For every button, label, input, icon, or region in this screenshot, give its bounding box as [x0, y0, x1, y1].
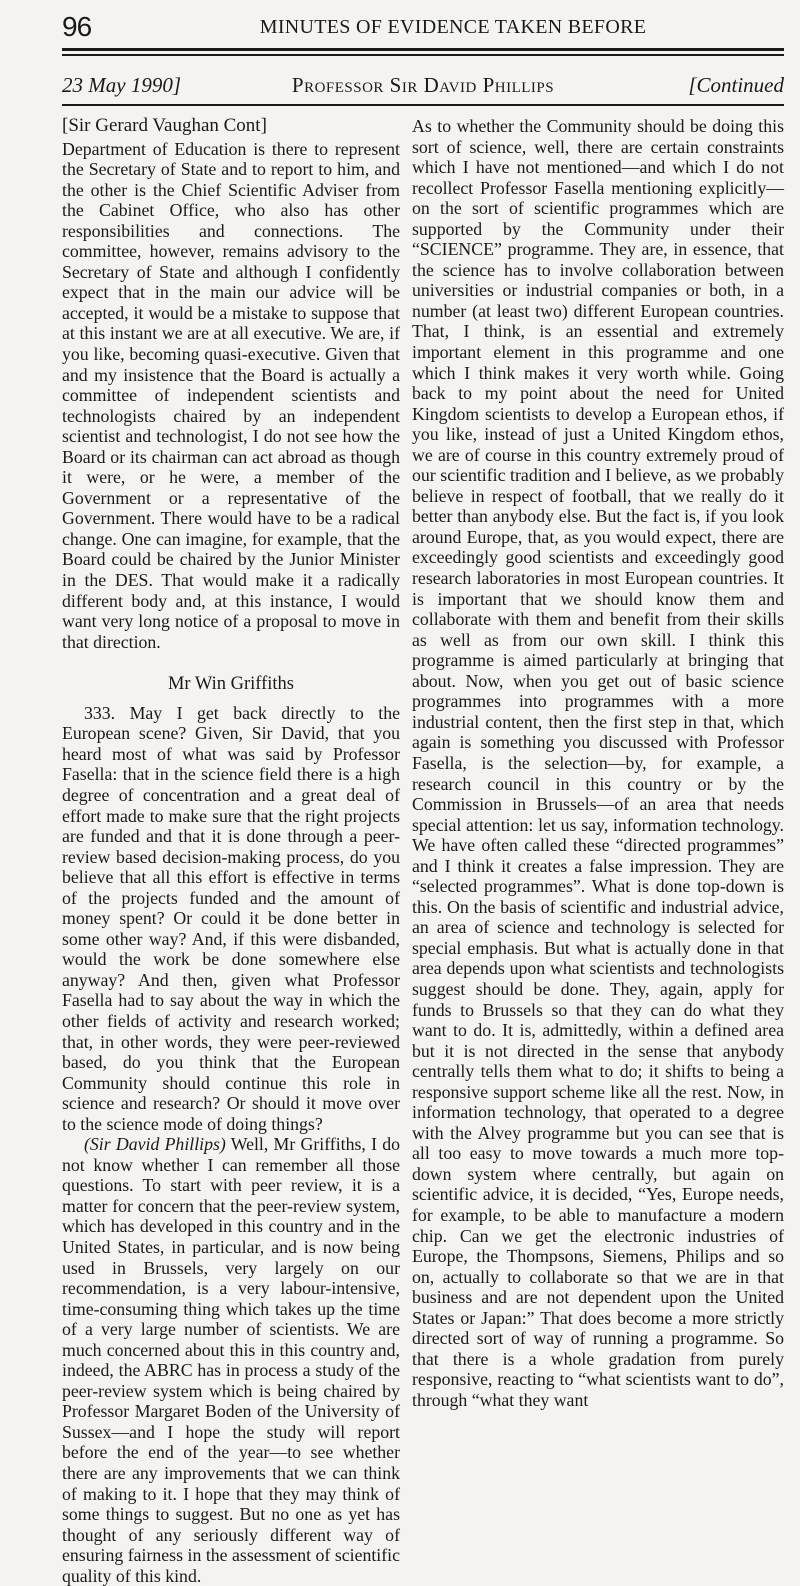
session-rule [62, 104, 784, 106]
continued-label: [Continued [688, 73, 784, 97]
header-rule-top [62, 48, 784, 51]
paragraph: Department of Education is there to represent the Secretary of State and to report to him, and the other is the Chief Scientific Adviser from the Cabinet Office, who also has other responsibilities and connections. The committee, however, remains advisory to the Secretary of State and although I confidently expect that in the main our advice will be accepted, it would be a mistake to suppose that at this instant we are at all executive. We are, if you like, becoming quasi-executive. Given that and my insistence that the Board is actually a committee of independent scientists and technologists chaired by an independent scientist and technologist, I do not see how the Board or its chairman can act abroad as though it were, or he were, a member of the Government or a representative of the Government. There would have to be a radical change. One can imagine, for example, that the Board could be chaired by the Junior Minister in the DES. That would make it a radically different body and, at this instance, I would want very long notice of a proposal to move in that direction. [62, 138, 400, 652]
page-header [62, 10, 784, 44]
answer-paragraph [62, 1134, 400, 1586]
left-column [62, 116, 400, 1586]
running-title: MINUTES OF EVIDENCE TAKEN BEFORE [259, 16, 647, 38]
session-date: 23 May 1990] [62, 73, 181, 97]
answer-text: Well, Mr Griffiths, I do not know whether I can remember all those questions. To start with peer review, it is a matter for concern that the peer-review system, which has developed in this country and in the United States, in particular, and is now being used in Brussels, very largely on our recommendation, is a very labour-intensive, time-consuming thing which takes up the time of a very large number of scientists. We are much concerned about this in this country and, indeed, the ABRC has in process a study of the peer-review system which is being chaired by Professor Margaret Boden of the University of Sussex—and I hope the study will report before the end of the year—to see whether there are any improvements that we can think of making to it. I hope that they may think of some things to suggest. But no one as yet has thought of any seriously different way of ensuring fairness in the assessment of scientific quality of this kind. [62, 1134, 400, 1586]
question-text: May I get back directly to the European scene? Given, Sir David, that you heard most of what was said by Professor Fasella: that in the science field there is a high degree of concentration and a great deal of effort made to make sure that the right projects are funded and that it is done through a peer-review based decision-making process, do you believe that all this effort is effective in terms of the projects funded and the amount of money spent? Or could it be done better in some other way? And, if this were disbanded, would the work be done somewhere else anyway? And then, given what Professor Fasella had to say about the way in which the other fields of activity and research worked; that, in other words, they were peer-reviewed based, do you think that the European Community should continue this role in science and research? Or should it move over to the science mode of doing things? [62, 702, 400, 1134]
answer-speaker: (Sir David Phillips) [84, 1134, 226, 1155]
session-line [62, 70, 784, 100]
right-column [412, 116, 784, 1410]
page-number: 96 [62, 11, 92, 42]
witness-name: Professor Sir David Phillips [291, 73, 555, 97]
question-number: 333. [84, 702, 116, 723]
question-paragraph [62, 703, 400, 1134]
speaker-heading: Mr Win Griffiths [167, 674, 294, 695]
header-rule-bottom [62, 54, 784, 56]
continuing-speaker: [Sir Gerard Vaughan Cont] [62, 115, 267, 136]
paragraph: As to whether the Community should be doing this sort of science, well, there are certain constraints which I have not mentioned—and which I do not recollect Professor Fasella mentioning explicitly—on the sort of scientific programmes which are supported by the Community under their “SCIENCE” programme. They are, in essence, that the science has to involve collaboration between universities or industrial companies or both, in a number (at least two) different European countries. That, I think, is an essential and extremely important element in this programme and one which I think makes it very worth while. Going back to my point about the need for United Kingdom scientists to develop a European ethos, if you like, instead of just a United Kingdom ethos, we are of course in this country extremely proud of our scientific tradition and I believe, as we probably believe in respect of football, that we really do it better than anybody else. But the fact is, if you look around Europe, that, as you would expect, there are exceedingly good scientists and exceedingly good research laboratories in most European countries. It is important that we should know them and collaborate with them and benefit from their skills as well as from our own skill. I think this programme is aimed particularly at bringing that about. Now, when you get out of basic science programmes into programmes with a more industrial content, then the first step in that, which again is something you discussed with Professor Fasella, is the selection—by, for example, a research council in this country or by the Commission in Brussels—of an area that needs special attention: let us say, information technology. We have often called these “directed programmes” and I think it creates a false impression. They are “selected programmes”. What is done top-down is this. On the basis of scientific and industrial advice, an area of science and technology is selected for special emphasis. But what is actually done in that area depends upon what scientists and technologists suggest should be done. They, again, apply for funds to Brussels so that they can do what they want to do. It is, admittedly, within a defined area but it is not directed in the sense that anybody centrally tells them what to do; it shifts to being a responsive support scheme like all the rest. Now, in information technology, that operated to a degree with the Alvey programme but you can see that is all too easy to move towards a much more top-down system where centrally, but again on scientific advice, it is decided, “Yes, Europe needs, for example, to be able to manufacture a modern chip. Can we get the electronic industries of Europe, the Thompsons, Siemens, Philips and so on, actually to collaborate so that we are in that business and are not dependent upon the United States or Japan:” That does become a more strictly directed sort of way of running a programme. So that there is a whole gradation from purely responsive, reacting to “what scientists want to do”, through “what they want [412, 116, 784, 1410]
